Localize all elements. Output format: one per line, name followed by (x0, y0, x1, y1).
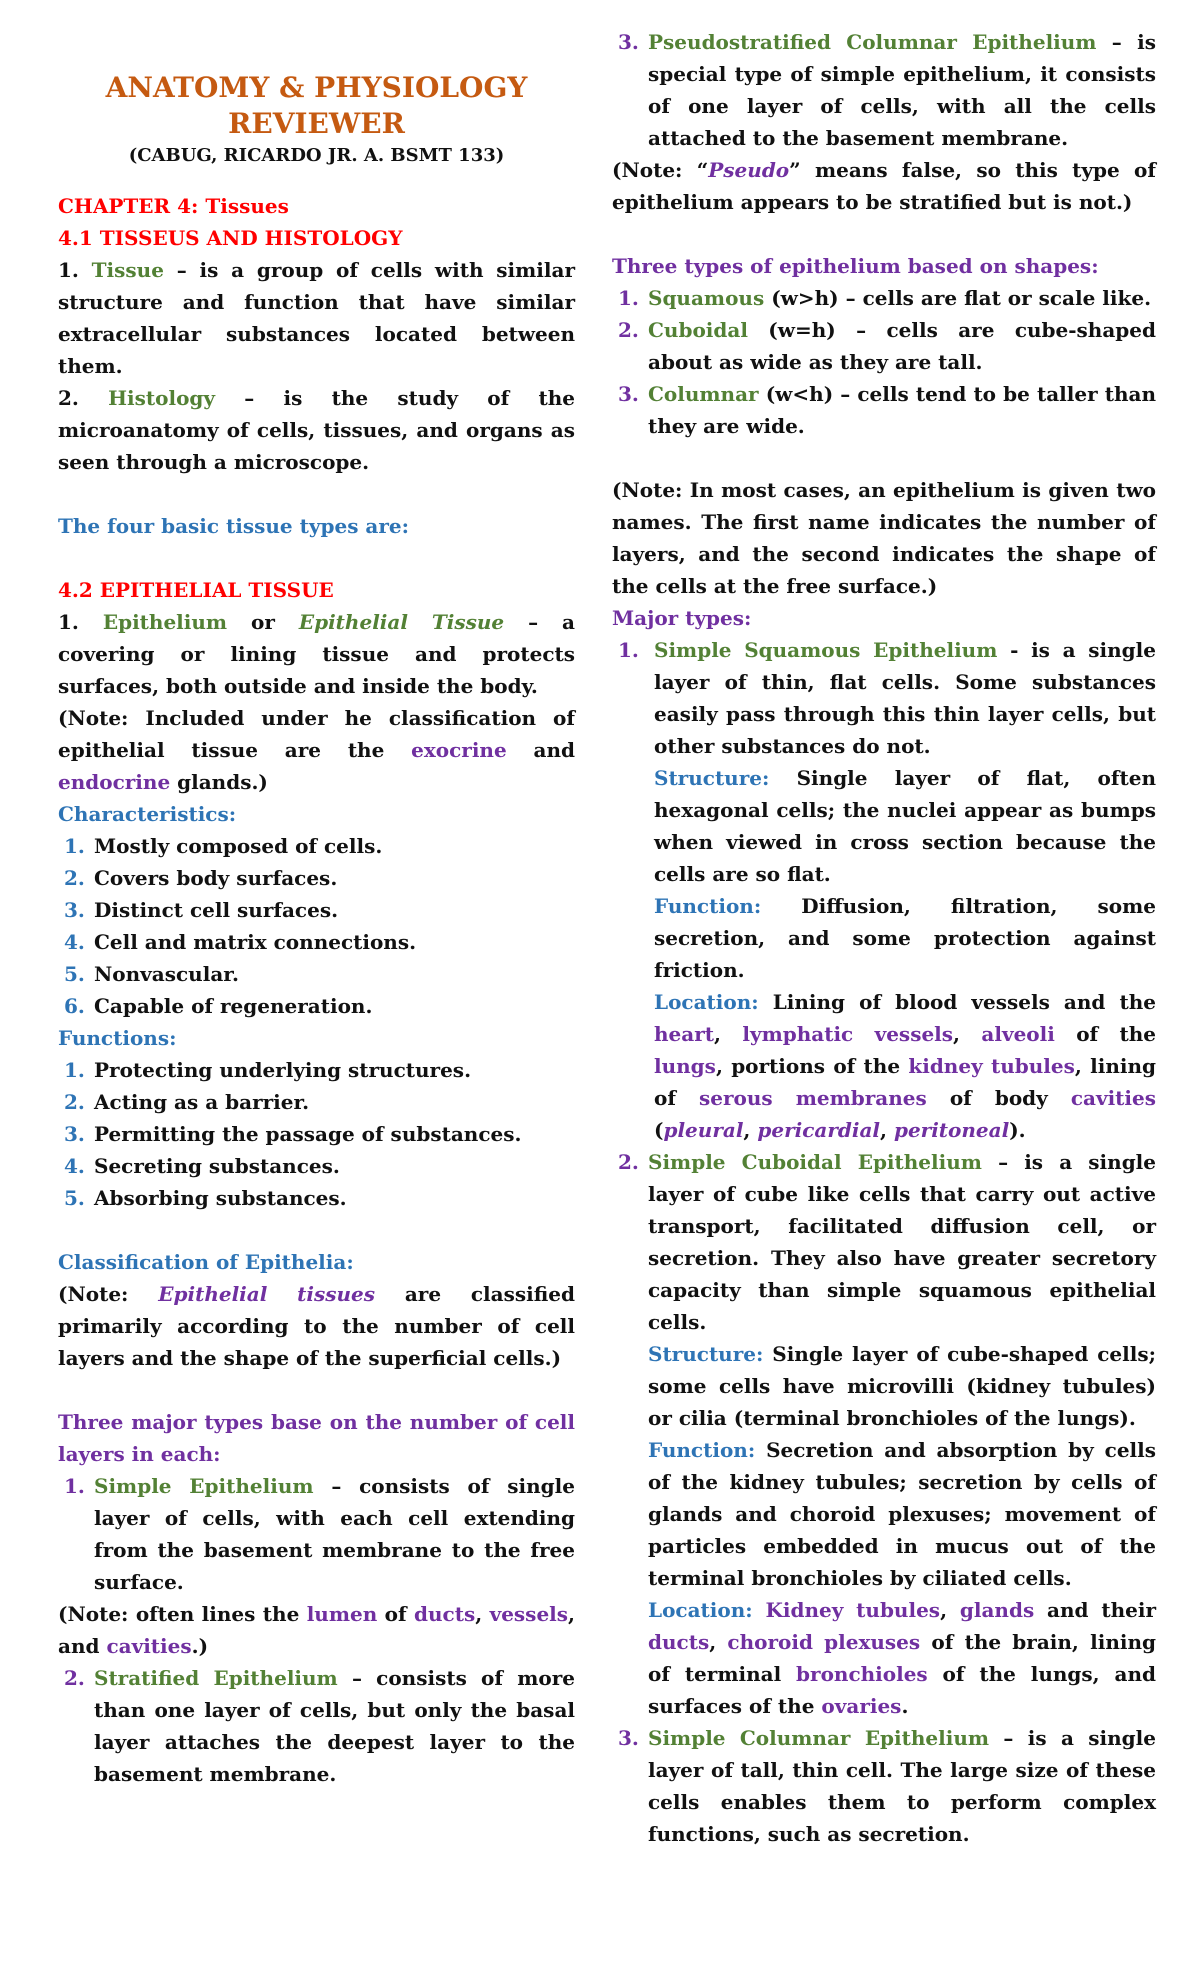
list-item: 2. Covers body surfaces. (64, 866, 338, 890)
layer-types-list-cont-2 (612, 26, 1156, 154)
right-column (612, 0, 1156, 1850)
glands-note: (Note: Included under he classification of epithelial tissue are the exocrine and endocrine glands.) (58, 706, 575, 794)
list-item: 3. Simple Columnar Epithelium – is a single layer of tall, thin cell. The large size of these cells enables them to perform complex functions, such as secretion. (618, 1726, 1156, 1846)
list-item: 1. Protecting underlying structures. (64, 1058, 472, 1082)
functions-heading: Functions: (58, 1026, 177, 1050)
layer-types-list-cont (58, 1662, 575, 1790)
list-item: 3. Permitting the passage of substances. (64, 1122, 522, 1146)
list-item: 3. Distinct cell surfaces. (64, 898, 339, 922)
functions-list (58, 1054, 575, 1214)
tissue-definition: 1. Tissue – is a group of cells with similar structure and function that have similar extracellular substances located between them. (58, 258, 575, 378)
list-item: 4. Cell and matrix connections. (64, 930, 417, 954)
list-item: 4. Secreting substances. (64, 1154, 340, 1178)
list-item: 3. Pseudostratified Columnar Epithelium – is special type of simple epithelium, it consists of one layer of cells, with all the cells attached to the basement membrane. (618, 30, 1156, 150)
author-line: (CABUG, RICARDO JR. A. BSMT 133) (128, 145, 505, 166)
naming-note: (Note: In most cases, an epithelium is given two names. The first name indicates the number of layers, and the second indicates the shape of the cells at the free surface.) (612, 478, 1156, 598)
list-item: 1. Mostly composed of cells. (64, 834, 383, 858)
section-heading-4-2: 4.2 EPITHELIAL TISSUE (58, 578, 334, 602)
tissue-term: Tissue (91, 258, 164, 282)
list-item: 2. Acting as a barrier. (64, 1090, 310, 1114)
left-column (58, 0, 575, 1790)
list-item: 1. Squamous (w>h) – cells are flat or scale like. (618, 286, 1152, 310)
list-item: 5. Nonvascular. (64, 962, 239, 986)
classification-note: (Note: Epithelial tissues are classified primarily according to the number of cell layers and the shape of the superficial cells.) (58, 1282, 575, 1370)
layer-types-heading: Three major types base on the number of cell layers in each: (58, 1410, 575, 1466)
shape-types-list (612, 282, 1156, 442)
chapter-heading: CHAPTER 4: Tissues (58, 194, 289, 218)
title-line-1: ANATOMY & PHYSIOLOGY (105, 71, 528, 104)
title-line-2: REVIEWER (228, 107, 405, 140)
characteristics-list (58, 830, 575, 1022)
list-item: 1. Simple Epithelium – consists of single layer of cells, with each cell extending from the basement membrane to the free surface. (64, 1474, 575, 1594)
major-types-heading: Major types: (612, 606, 752, 630)
classification-heading: Classification of Epithelia: (58, 1250, 354, 1274)
shape-types-heading: Three types of epithelium based on shapes: (612, 254, 1099, 278)
pseudo-note: (Note: “Pseudo” means false, so this type of epithelium appears to be stratified but is not.) (612, 158, 1156, 214)
major-types-list (612, 634, 1156, 1850)
histology-definition: 2. Histology – is the study of the microanatomy of cells, tissues, and organs as seen through a microscope. (58, 386, 576, 474)
list-item: 2. Simple Cuboidal Epithelium – is a single layer of cube like cells that carry out active transport, facilitated diffusion cell, or secretion. They also have greater secretory capacity than simple squamous epithelial cells. Structure: Single layer of cube-shaped cells; some cells have microvilli (kidney tubules) or cilia (terminal bronchioles of the lungs). Function: Secretion and absorption by cells of the kidney tubules; secretion by cells of glands and choroid plexuses; movement of particles embedded in mucus out of the terminal bronchioles by ciliated cells. Location: Kidney tubules, glands and their ducts, choroid plexuses of the brain, lining of terminal bronchioles of the lungs, and surfaces of the ovaries. (618, 1150, 1156, 1718)
list-item: 6. Capable of regeneration. (64, 994, 373, 1018)
simple-epithelium-note: (Note: often lines the lumen of ducts, vessels, and cavities.) (58, 1602, 575, 1658)
four-types-heading: The four basic tissue types are: (58, 514, 410, 538)
list-item: 2. Stratified Epithelium – consists of more than one layer of cells, but only the basal layer attaches the deepest layer to the basement membrane. (64, 1666, 575, 1786)
list-item: 3. Columnar (w<h) – cells tend to be taller than they are wide. (618, 382, 1156, 438)
section-heading-4-1: 4.1 TISSEUS AND HISTOLOGY (58, 226, 403, 250)
layer-types-list (58, 1470, 575, 1598)
list-item: 5. Absorbing substances. (64, 1186, 347, 1210)
epithelium-definition: 1. Epithelium or Epithelial Tissue – a covering or lining tissue and protects surfaces, both outside and inside the body. (58, 610, 576, 698)
characteristics-heading: Characteristics: (58, 802, 237, 826)
list-item: 1. Simple Squamous Epithelium - is a single layer of thin, flat cells. Some substances easily pass through this thin layer cells, but other substances do not. Structure: Single layer of flat, often hexagonal cells; the nuclei appear as bumps when viewed in cross section because the cells are so flat. Function: Diffusion, filtration, some secretion, and some protection against friction. Location: Lining of blood vessels and the heart, lymphatic vessels, alveoli of the lungs, portions of the kidney tubules, lining of serous membranes of body cavities (pleural, pericardial, peritoneal). (618, 638, 1157, 1142)
list-item: 2. Cuboidal (w=h) – cells are cube-shaped about as wide as they are tall. (618, 318, 1156, 374)
histology-term: Histology (108, 386, 216, 410)
